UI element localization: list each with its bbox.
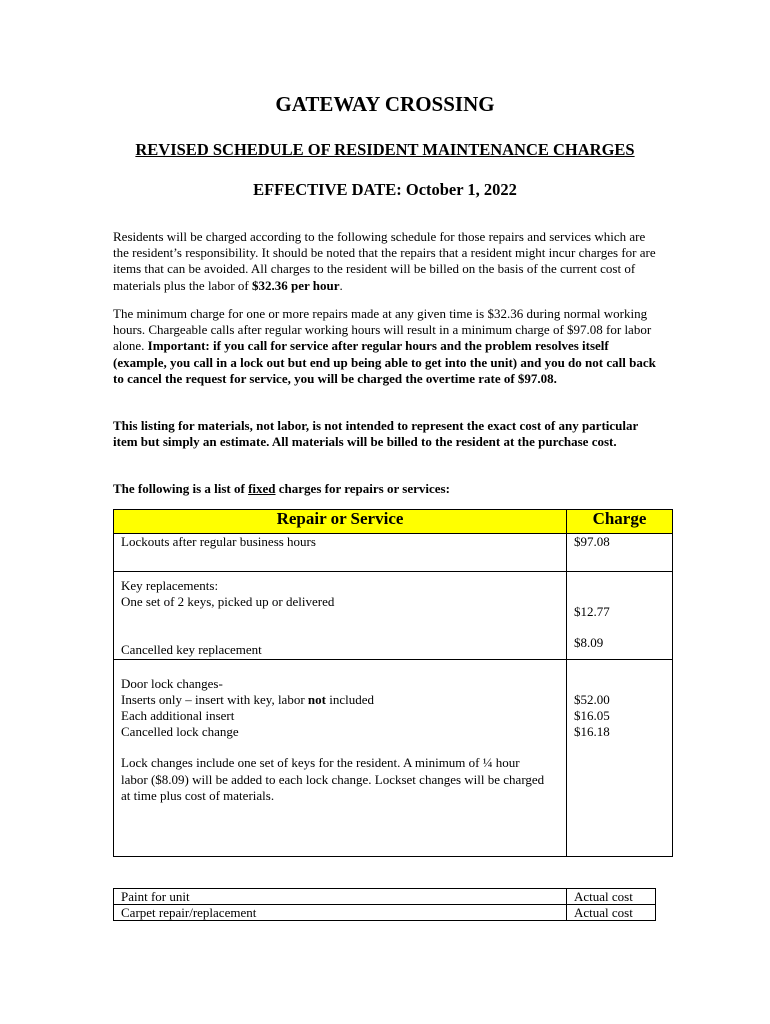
- locks-charge-cell: [567, 659, 673, 856]
- cancel-key-label: Cancelled key replacement: [121, 642, 262, 658]
- locks-charge-2: $16.05: [574, 707, 610, 723]
- labor-rate: $32.36 per hour: [252, 277, 340, 293]
- fixed-charges-intro: [113, 481, 658, 497]
- locks-line-2: [121, 692, 559, 708]
- keys-charge-cell: [567, 572, 673, 660]
- lockouts-label: Lockouts after regular business hours: [114, 534, 567, 572]
- intro-end: .: [339, 277, 343, 293]
- keys-cell: [114, 572, 567, 660]
- locks-line-3: Each additional insert: [121, 708, 235, 724]
- paint-charge: Actual cost: [567, 889, 656, 905]
- materials-disclaimer: This listing for materials, not labor, is not intended to represent the exact cost of any particular item but simply an estimate. All materials will be billed to the resident at the purchase cost.: [113, 418, 639, 450]
- table-row: [114, 659, 673, 856]
- minimum-charge-text: The minimum charge for one or more repairs made at any given time is $32.36 during normal working hours. Chargeable calls after regular working hours will result in a minimum charge of $97.08 for labor alone.: [113, 306, 652, 354]
- locks-note: Lock changes include one set of keys for the resident. A minimum of ¼ hour labor ($8.09) will be added to each lock change. Lockset changes will be charged at time plus cost of materials.: [121, 755, 545, 803]
- locks-line-1: Door lock changes-: [121, 675, 223, 691]
- table-header-row: [114, 510, 673, 534]
- intro-text: Residents will be charged according to the following schedule for those repairs and services which are the resident’s responsibility. It should be noted that the repairs that a resident might incur charges for are items that can be avoided. All charges to the resident will be billed on the basis of the current cost of materials plus the labor of: [113, 229, 656, 293]
- table-row: [114, 905, 656, 921]
- table-row: [114, 572, 673, 660]
- table-row: [114, 889, 656, 905]
- fixed-word: fixed: [248, 481, 276, 496]
- intro-paragraph-1: [113, 229, 658, 294]
- page-subtitle: REVISED SCHEDULE OF RESIDENT MAINTENANCE CHARGES: [135, 140, 635, 159]
- keys-line-2: One set of 2 keys, picked up or delivered: [121, 594, 335, 610]
- keys-line-1: Key replacements:: [121, 578, 219, 593]
- locks-charge-1: $52.00: [574, 691, 610, 707]
- intro-paragraph-2: [113, 306, 658, 387]
- header-repair-or-service: Repair or Service: [114, 510, 567, 534]
- locks-charge-3: $16.18: [574, 724, 610, 740]
- locks-line-2b: included: [325, 691, 374, 707]
- actual-cost-table: [113, 888, 656, 921]
- fixed-intro-a: The following is a list of: [113, 481, 249, 496]
- locks-line-2a: Inserts only – insert with key, labor: [121, 691, 308, 707]
- carpet-label: Carpet repair/replacement: [114, 905, 567, 921]
- carpet-charge: Actual cost: [567, 905, 656, 921]
- paint-label: Paint for unit: [114, 889, 567, 905]
- cancel-key-charge: $8.09: [574, 635, 604, 651]
- charges-table: [113, 509, 673, 857]
- locks-line-4: Cancelled lock change: [121, 724, 239, 740]
- keys-charge: $12.77: [574, 604, 610, 619]
- header-charge: Charge: [567, 510, 673, 534]
- page-title: GATEWAY CROSSING: [275, 92, 495, 116]
- table-row: [114, 534, 673, 572]
- locks-not: not: [307, 691, 326, 707]
- locks-cell: [114, 659, 567, 856]
- fixed-intro-b: charges for repairs or services:: [275, 481, 450, 496]
- effective-date: EFFECTIVE DATE: October 1, 2022: [253, 180, 517, 199]
- important-notice: Important: if you call for service after regular hours and the problem resolves itself (example, you call in a lock out but end up being able to get into the unit) and you do not call back to cancel the request for service, you will be charged the overtime rate of $97.08.: [113, 338, 656, 386]
- lockouts-charge: $97.08: [567, 534, 673, 572]
